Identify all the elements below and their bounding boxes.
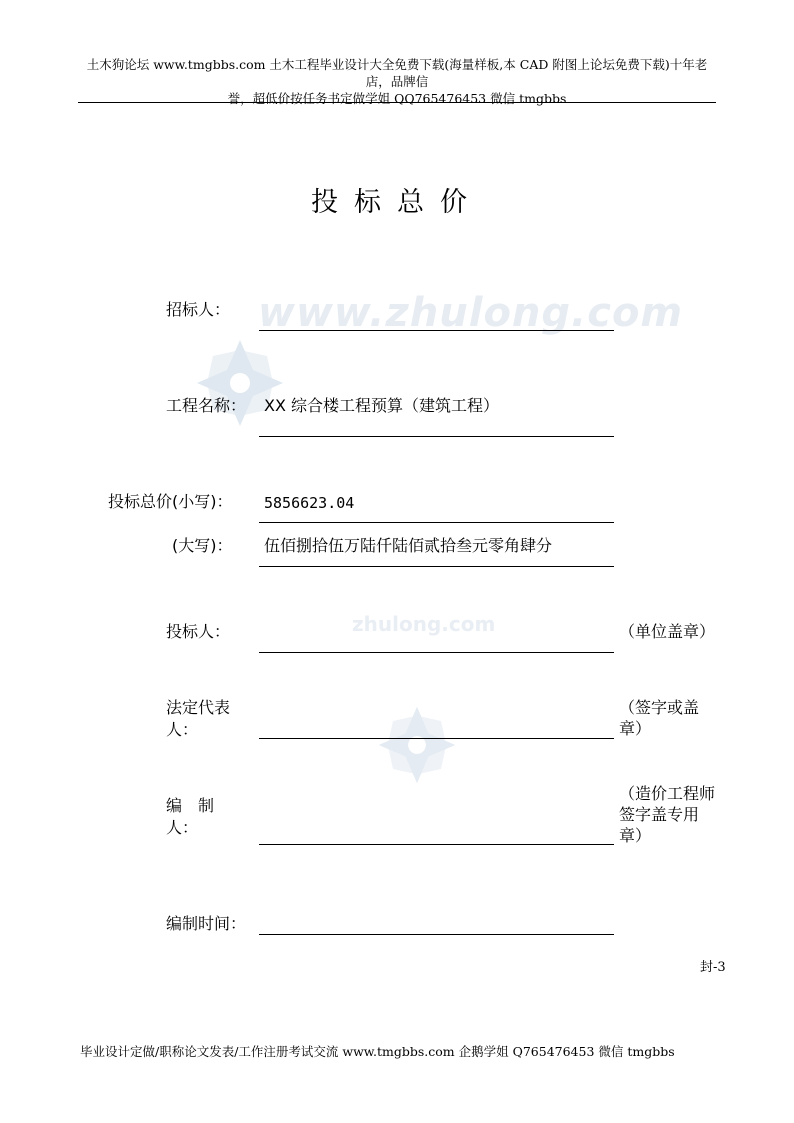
total-big-underline: [259, 566, 614, 567]
legal-rep-note-line-2: 章）: [619, 719, 652, 738]
header-divider: [78, 102, 716, 103]
legal-rep-underline: [259, 738, 614, 739]
compiler-underline: [259, 844, 614, 845]
page-footer: 毕业设计定做/职称论文发表/工作注册考试交流 www.tmgbbs.com 企鹅学姐 Q765476453 微信 tmgbbs: [80, 1044, 675, 1059]
compiler-note-line-3: 章）: [619, 826, 652, 845]
project-name-underline: [259, 436, 614, 437]
watermark-text-small: zhulong.com: [352, 612, 496, 636]
legal-rep-note: [619, 697, 729, 739]
project-name-label: 工程名称：: [166, 396, 247, 415]
compiler-note: [619, 783, 729, 846]
page-number: 封-3: [700, 960, 726, 975]
watermark-logo-icon: [372, 705, 462, 785]
bidder-underline: [259, 652, 614, 653]
compiler-note-line-1: （造价工程师: [619, 784, 716, 803]
compile-time-underline: [259, 934, 614, 935]
compile-time-label: 编制时间：: [166, 914, 247, 933]
total-small-value: 5856623.04: [264, 494, 355, 512]
compiler-label: [166, 795, 214, 839]
header-line-2: 誉，超低价按任务书定做学姐 QQ765476453 微信 tmgbbs: [227, 91, 567, 106]
bidder-note: （单位盖章）: [619, 622, 716, 641]
total-small-label: 投标总价(小写)：: [108, 492, 233, 511]
bidder-label: 投标人：: [166, 622, 231, 641]
tenderee-label: 招标人：: [166, 300, 231, 319]
total-big-value: 伍佰捌拾伍万陆仟陆佰贰拾叁元零角肆分: [264, 536, 553, 555]
compiler-note-line-2: 签字盖专用: [619, 805, 700, 824]
watermark-text: www.zhulong.com: [258, 290, 684, 336]
page-header: [78, 56, 716, 107]
page-title: 投标总价: [311, 187, 483, 218]
header-line-1: 土木狗论坛 www.tmgbbs.com 土木工程毕业设计大全免费下载(海量样板,本 CAD 附图上论坛免费下载)十年老店，品牌信: [86, 57, 708, 89]
legal-rep-label-line-1: 法定代表: [166, 698, 231, 717]
legal-rep-label-line-2: 人：: [166, 720, 199, 739]
legal-rep-note-line-1: （签字或盖: [619, 698, 700, 717]
total-big-label: (大写)：: [172, 536, 233, 555]
tenderee-underline: [259, 330, 614, 331]
compiler-label-line-1: 编 制: [166, 796, 215, 815]
total-small-underline: [259, 522, 614, 523]
compiler-label-line-2: 人：: [166, 818, 199, 837]
legal-rep-label: [166, 697, 230, 741]
project-name-value: XX 综合楼工程预算（建筑工程）: [264, 396, 500, 415]
